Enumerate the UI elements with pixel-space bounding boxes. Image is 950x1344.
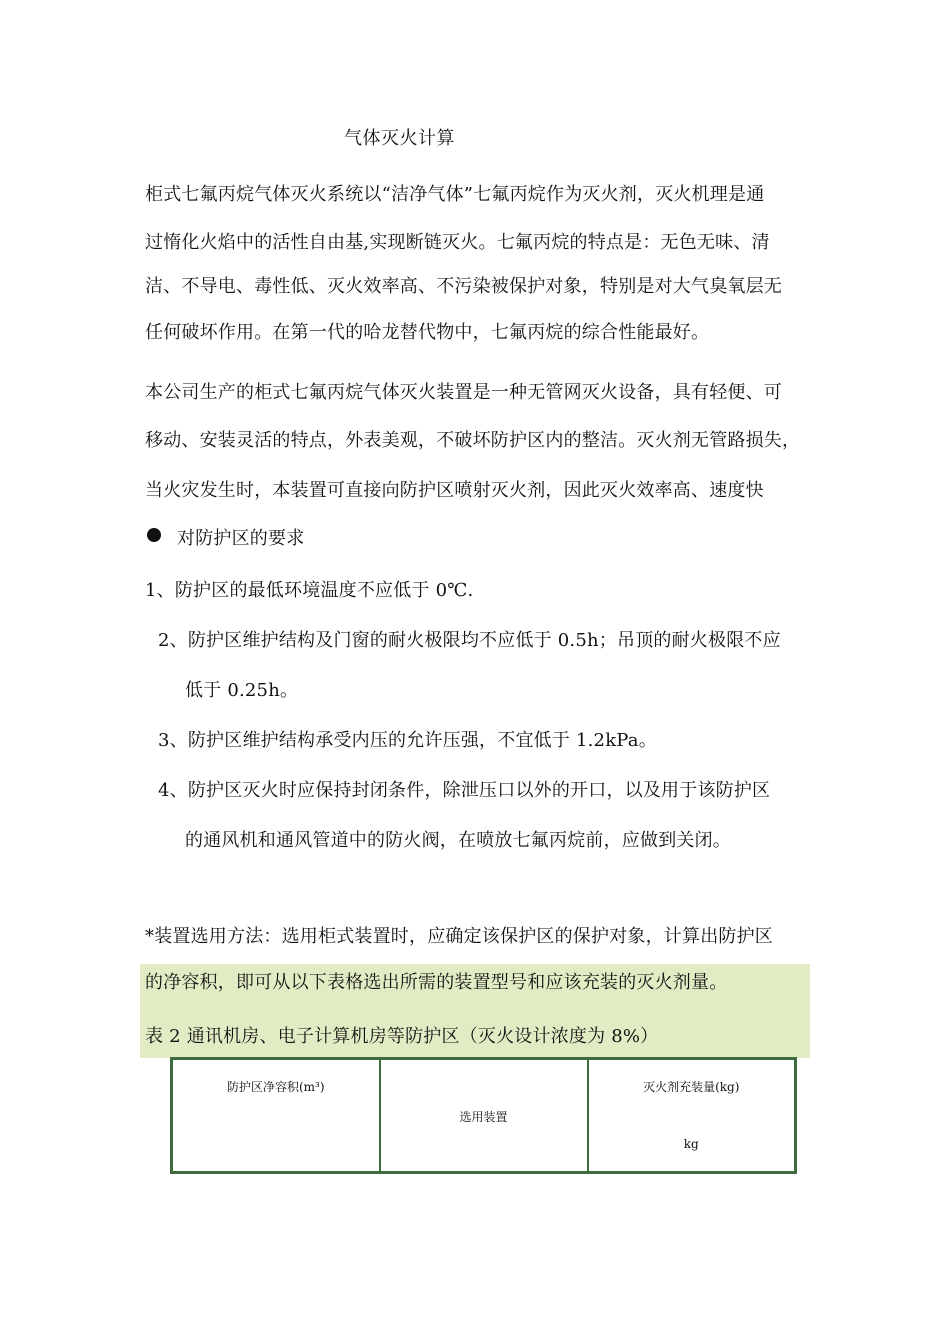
requirement-item: 3、防护区维护结构承受内压的允许压强，不宜低于 1.2kPa。: [158, 730, 657, 751]
selection-text: *装置选用方法：选用柜式装置时，应确定该保护区的保护对象，计算出防护区: [145, 926, 773, 947]
bullet-icon: [147, 528, 161, 542]
paragraph-line: 移动、安装灵活的特点，外表美观，不破坏防护区内的整洁。灭火剂无管路损失，: [145, 430, 801, 451]
table-cell-volume: [172, 1059, 380, 1173]
column-header-agent: 灭火剂充装量(kg): [643, 1080, 740, 1094]
document-title: 气体灭火计算: [344, 128, 455, 149]
requirement-item: 2、防护区维护结构及门窗的耐火极限均不应低于 0.5h；吊顶的耐火极限不应: [158, 630, 781, 651]
section-heading: 对防护区的要求: [177, 528, 305, 549]
paragraph-line: 任何破坏作用。在第一代的哈龙替代物中，七氟丙烷的综合性能最好。: [145, 322, 710, 343]
device-selection-table: [170, 1057, 797, 1174]
requirement-item: 4、防护区灭火时应保持封闭条件，除泄压口以外的开口，以及用于该防护区: [158, 780, 771, 801]
table-header-row: [172, 1059, 796, 1173]
table-cell-device: [380, 1059, 588, 1173]
column-header-volume: 防护区净容积(m³): [226, 1080, 325, 1094]
requirement-item-continued: 低于 0.25h。: [185, 680, 299, 701]
table-caption: 表 2 通讯机房、电子计算机房等防护区（灭火设计浓度为 8%）: [145, 1026, 659, 1047]
paragraph-line: 柜式七氟丙烷气体灭火系统以“洁净气体”七氟丙烷作为灭火剂，灭火机理是通: [145, 184, 765, 205]
requirement-item: 1、防护区的最低环境温度不应低于 0℃.: [145, 580, 474, 601]
column-header-agent-unit: kg: [683, 1137, 699, 1151]
paragraph-line: 当火灾发生时，本装置可直接向防护区喷射灭火剂，因此灭火效率高、速度快: [145, 480, 764, 501]
requirement-item-continued: 的通风机和通风管道中的防火阀，在喷放七氟丙烷前，应做到关闭。: [185, 830, 731, 851]
paragraph-line: 洁、不导电、毒性低、灭火效率高、不污染被保护对象，特别是对大气臭氧层无: [145, 276, 782, 297]
paragraph-line: 过惰化火焰中的活性自由基,实现断链灭火。七氟丙烷的特点是：无色无味、清: [145, 232, 770, 253]
paragraph-line: 本公司生产的柜式七氟丙烷气体灭火装置是一种无管网灭火设备，具有轻便、可: [145, 382, 782, 403]
selection-text: 的净容积，即可从以下表格选出所需的装置型号和应该充装的灭火剂量。: [145, 972, 728, 993]
column-header-device: 选用装置: [459, 1110, 508, 1124]
table-cell-agent: [588, 1059, 796, 1173]
